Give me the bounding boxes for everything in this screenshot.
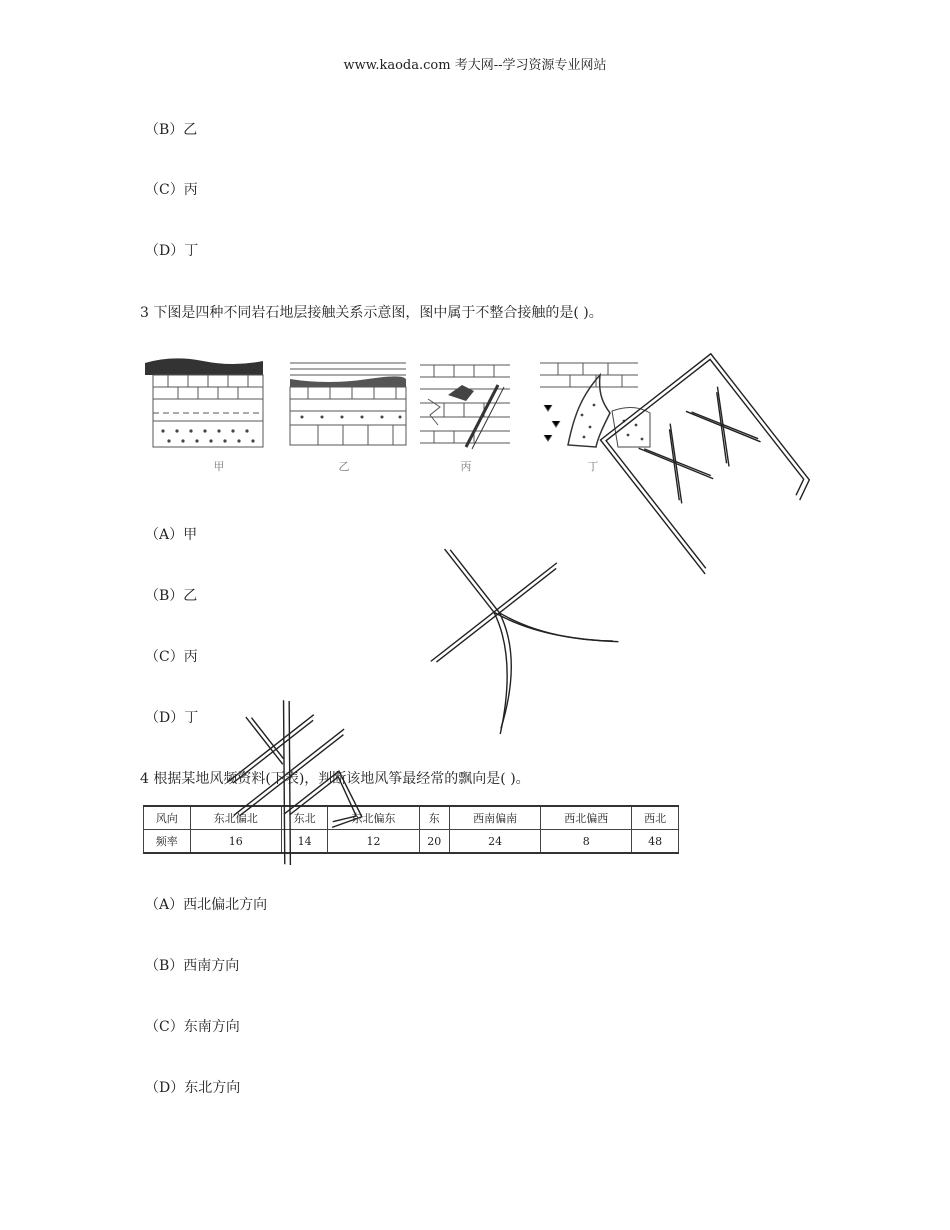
rock-strata-figures (143, 355, 653, 480)
q4-option-a: （A）西北偏北方向 (145, 897, 268, 913)
table-row (144, 830, 679, 854)
table-cell: 8 (541, 830, 632, 854)
table-cell: 16 (190, 830, 281, 854)
q3-option-c: （C）丙 (145, 649, 198, 665)
table-cell: 24 (449, 830, 540, 854)
table-cell: 东北偏北 (190, 806, 281, 830)
watermark-char-da (382, 500, 619, 740)
q4-option-b: （B）西南方向 (145, 958, 240, 974)
q2-option-c: （C）丙 (145, 182, 198, 198)
q4-option-d: （D）东北方向 (145, 1080, 241, 1096)
figure-ding (538, 355, 660, 450)
table-header-cell: 频率 (144, 830, 191, 854)
table-cell: 东北偏东 (328, 806, 419, 830)
figure-label-jia: 甲 (213, 460, 225, 473)
figure-label-yi: 乙 (338, 460, 350, 473)
q3-question: 3 下图是四种不同岩石地层接触关系示意图，图中属于不整合接触的是( )。 (140, 305, 603, 321)
page-header: www.kaoda.com 考大网--学习资源专业网站 (343, 58, 607, 73)
table-cell: 14 (281, 830, 328, 854)
table-cell: 东北 (281, 806, 328, 830)
figure-yi (288, 355, 410, 450)
table-cell: 20 (419, 830, 449, 854)
q3-option-d: （D）丁 (145, 710, 199, 726)
q4-option-c: （C）东南方向 (145, 1019, 240, 1035)
table-cell: 12 (328, 830, 419, 854)
wind-frequency-table (143, 805, 679, 854)
table-cell: 西北偏西 (541, 806, 632, 830)
figure-bing (418, 355, 540, 450)
table-cell: 西北 (632, 806, 679, 830)
figure-label-ding: 丁 (587, 460, 599, 473)
table-cell: 48 (632, 830, 679, 854)
q2-option-b: （B）乙 (145, 122, 198, 138)
q2-option-d: （D）丁 (145, 243, 199, 259)
figure-jia (143, 355, 265, 450)
table-header-cell: 风向 (144, 806, 191, 830)
figure-label-bing: 丙 (460, 460, 472, 473)
table-cell: 东 (419, 806, 449, 830)
table-cell: 西南偏南 (449, 806, 540, 830)
q3-option-a: （A）甲 (145, 527, 198, 543)
table-row (144, 806, 679, 830)
q3-option-b: （B）乙 (145, 588, 198, 604)
q4-question: 4 根据某地风频资料(下表)，判断该地风筝最经常的飘向是( )。 (140, 771, 530, 787)
